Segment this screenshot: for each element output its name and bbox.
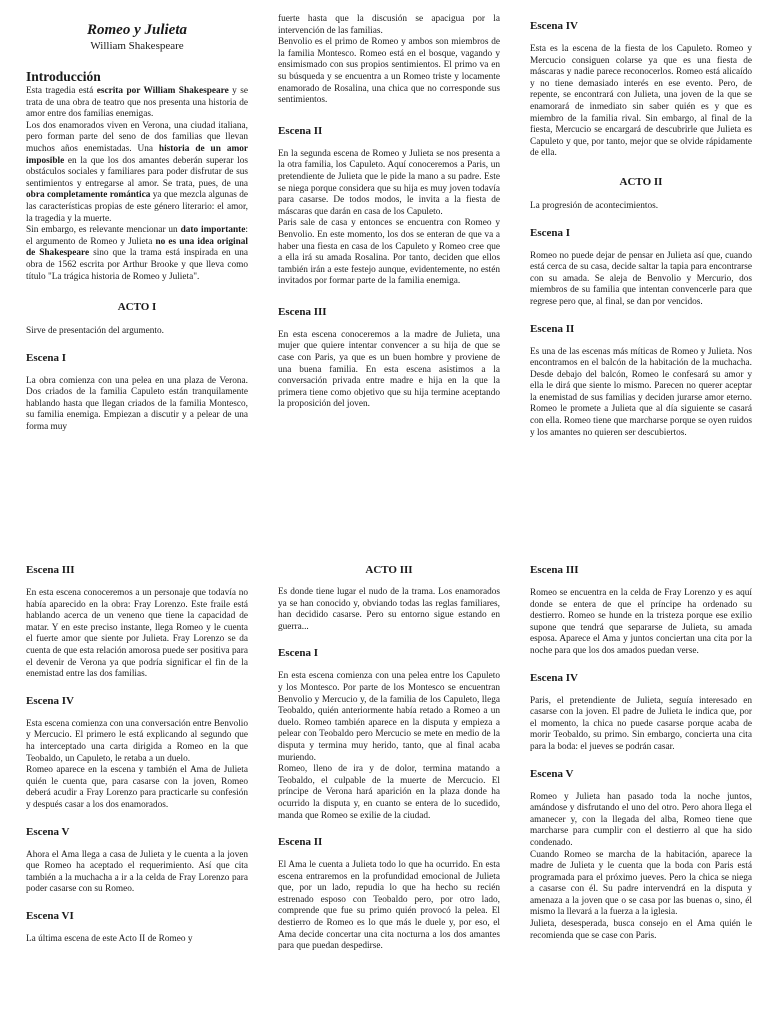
intro-paragraph-2: Los dos enamorados viven en Verona, una ciudad italiana, pero forman parte del seno de dos familias que llevan muchos años enemistadas. Una historia de un amor imposible en la que los dos amantes deberán superar los obstáculos sociales y familiares para poder disfrutar de sus sentimientos y entregarse al amor. Se trata, pues, de una obra completamente romántica ya que mezcla algunas de las características propias de este género literario: el amor, la tragedia y la muerte. <box>26 120 248 224</box>
acto-1-escena-2-heading: Escena II <box>278 124 323 137</box>
acto-3-escena-2-text: El Ama le cuenta a Julieta todo lo que ha ocurrido. En esta escena entraremos en la profundidad emocional de Julieta que, por un lado, repudia lo que ha hecho su recién estrenado esposo con Teobaldo pero, por otro lado, comprende que fue su primo quién provocó la pelea. El destierro de Romeo es lo que más le duele y, por eso, el Ama decide concertar una cita nocturna a los dos amantes para que puedan despedirse. <box>278 860 500 952</box>
acto-2-summary: La progresión de acontecimientos. <box>530 200 659 211</box>
acto-2-escena-5-heading: Escena V <box>26 825 70 838</box>
column-1-top <box>26 22 248 522</box>
acto-1-heading: ACTO I <box>117 301 157 314</box>
acto-1-summary: Sirve de presentación del argumento. <box>26 326 164 337</box>
intro-heading: Introducción <box>26 69 101 84</box>
acto-3-escena-3-heading: Escena III <box>530 564 579 576</box>
acto-2-escena-4-text: Esta escena comienza con una conversación entre Benvolio y Mercucio. El primero le está explicando al segundo que ha interceptado una carta dirigida a Romeo en la que Teobaldo, un Capuleto, le retaba a un duelo. Romeo aparece en la escena y también el Ama de Julieta quién le cuenta que, para casarse con la joven, Romeo deberá acudir a Fray Lorenzo para practicarle su confesión y después casar a los dos enamorados. <box>26 718 248 810</box>
acto-3-escena-5-text: Romeo y Julieta han pasado toda la noche juntos, amándose y disfrutando el uno del otro. Pero ahora llega el amanecer y, con la llegada del alba, Romeo tiene que marcharse para cumplir con el destierro al que ha sido condenado. Cuando Romeo se marcha de la habitación, aparece la madre de Julieta y le cuenta que la boda con Paris está programada para el próximo jueves. Pero la chica se niega a casarse con él. Su padre intervendrá en la disputa y amenaza a la joven que o se casa por las buenas o, sino, él mismo la llevará a la fuerza a la iglesia. Julieta, desesperada, busca consejo en el Ama quién le recomienda que se case con Paris. <box>530 791 752 941</box>
acto-2-escena-4-heading: Escena IV <box>26 694 74 707</box>
acto-2-escena-1-heading: Escena I <box>530 226 571 239</box>
acto-3-escena-1-heading: Escena I <box>278 647 319 660</box>
acto-2-heading: ACTO II <box>619 175 663 188</box>
acto-3-escena-3-text: Romeo se encuentra en la celda de Fray Lorenzo y es aquí donde se entera de que el príncipe ha ordenado su destierro. Romeo se hunde en la tristeza porque ese exilio supone que tendrá que separarse de Julieta, su amada esposa. Aparece el Ama y juntos conciertan una cita por la noche para que los dos amados puedan verse. <box>530 588 752 656</box>
acto-3-escena-1-text: En esta escena comienza con una pelea entre los Capuleto y los Montesco. Por parte de los Montesco se encuentran Benvolio y Mercucio y, de la familia de los Capuleto, llega Teobaldo, quién anteriormente había retado a Romeo a un duelo. Romeo también aparece en la disputa y empieza a pelear con Teobaldo pero Mercucio se mete en medio de la disputa y termina muy herido, tanto, que al final acaba muriendo. Romeo, lleno de ira y de dolor, termina matando a Teobaldo, el culpable de la muerte de Mercucio. El príncipe de Verona hará aparición en la plaza donde ha ocurrido la disputa y, en cuanto se entera de lo sucedido, manda que Romeo se exilie de la ciudad. <box>278 671 500 821</box>
column-2-bottom <box>278 560 500 1024</box>
acto-1-escena-4-text: Esta es la escena de la fiesta de los Capuleto. Romeo y Mercucio consiguen colarse ya que es una fiesta de máscaras y nadie parece reconocerlos. Romeo está alicaído y no tiene demasiado interés en ese evento. Pero, de repente, se encontrará con Julieta, una joven de la que se enamorará de inmediato sin saber quién es y que es miembro de la familia rival. Sin embargo, al final de la fiesta, Mercucio se encargará de descubrirle que Julieta es Capuleto y que, por tanto, mejor que se olvide rápidamente de ella. <box>530 44 752 159</box>
acto-2-escena-2-heading: Escena II <box>530 322 575 335</box>
column-2-top <box>278 14 500 514</box>
document-author: William Shakespeare <box>90 40 184 52</box>
column-3-bottom <box>530 560 752 1024</box>
acto-3-escena-5-heading: Escena V <box>530 767 574 780</box>
acto-1-escena-2-text: En la segunda escena de Romeo y Julieta se nos presenta a la otra familia, los Capuleto. Aquí conoceremos a Paris, un pretendiente de Julieta que le pide la mano a su padre. Este se niega porque considera que su hija es muy joven todavía para casarse. De todos modos, le invita a la fiesta de máscaras que darán en casa de los Capuleto. Paris sale de casa y entonces se encuentra con Romeo y Benvolio. En este momento, los dos se enteran de que va a haber una fiesta en casa de los Capuleto y Romeo cree que a ella irá su amada Rosalina. Por tanto, deciden que ellos también irán a este festejo aunque, evidentemente, no estén invitados por formar parte de la familia enemiga. <box>278 148 500 287</box>
acto-2-escena-5-text: Ahora el Ama llega a casa de Julieta y le cuenta a la joven que Romeo ha aceptado el requerimiento. Así que cita también a la muchacha a ir a la celda de Fray Lorenzo para poder casarse con su Romeo. <box>26 849 248 895</box>
document-title: Romeo y Julieta <box>87 22 187 38</box>
acto-2-escena-6-text: La última escena de este Acto II de Romeo y <box>26 933 193 944</box>
acto-3-heading: ACTO III <box>365 564 413 576</box>
acto-3-escena-4-text: Paris, el pretendiente de Julieta, seguía interesado en casarse con la joven. El padre de Julieta le indica que, por el momento, la chica no puede casarse porque acaba de morir Teobaldo, su primo. Sin embargo, concierta una cita para la boda: el jueves se podrán casar. <box>530 695 752 752</box>
acto-1-escena-3-text: En esta escena conoceremos a la madre de Julieta, una mujer que quiere intentar convencer a su hija de que se case con Paris, ya que es un buen hombre y proviene de una buena familia. En esta escena asistimos a la conversación privada entre madre e hija en la que la primera tiene como objetivo que su hija termine aceptando la proposición del joven. <box>278 329 500 410</box>
acto-1-escena-1-heading: Escena I <box>26 351 67 364</box>
column-3-top <box>530 14 752 514</box>
acto-2-escena-3-text: En esta escena conoceremos a un personaje que todavía no había aparecido en la obra: Fray Lorenzo. Este fraile está hablando acerca de un veneno que tiene la capacidad de matar. Y en este preciso instante, llega Romeo y le cuenta el fuerte amor que siente por Julieta. Fray Lorenzo se da cuenta de que esta relación amorosa puede ser positiva para el devenir de Verona ya que podría significar el fin de la enemistad entre las dos familias. <box>26 588 248 680</box>
acto-2-escena-2-text: Es una de las escenas más míticas de Romeo y Julieta. Nos encontramos en el balcón de la habitación de la muchacha. Desde debajo del balcón, Romeo le confesará su amor y ella le dirá que siente lo mismo. Parecen no querer aceptar la enemistad de sus familias y deciden jurarse amor eterno. Romeo le promete a Julieta que al día siguiente se casará con ella. Romeo tiene que marcharse porque se oyen ruidos y los amantes no quieren ser descubiertos. <box>530 346 752 438</box>
acto-1-escena-4-heading: Escena IV <box>530 20 578 32</box>
column-1-bottom <box>26 560 248 1024</box>
acto-2-escena-1-text: Romeo no puede dejar de pensar en Julieta así que, cuando está cerca de su casa, decide saltar la tapia para encontrarse con su amada. Se aleja de Benvolio y Mercurio, dos miembros de su familia que intentan convencerle para que regrese pero que, al final, se dan por vencidos. <box>530 250 752 307</box>
acto-2-escena-3-heading: Escena III <box>26 564 75 576</box>
acto-2-escena-6-heading: Escena VI <box>26 909 74 922</box>
acto-1-escena-1-text: La obra comienza con una pelea en una plaza de Verona. Dos criados de la familia Capuleto están tranquilamente hablando hasta que llegan criados de la familia Montesco, su familia enemiga. Empiezan a discutir y a pelear de una forma muy <box>26 375 248 433</box>
intro-paragraph-1: Esta tragedia está escrita por William Shakespeare y se trata de una obra de teatro que nos presenta una historia de amor entre dos familias enemigas. <box>26 86 248 120</box>
acto-3-summary: Es donde tiene lugar el nudo de la trama. Los enamorados ya se han conocido y, obviando todas las reglas familiares, han decidido casarse. Pero su entorno sigue estando en guerra... <box>278 587 500 632</box>
acto-3-escena-2-heading: Escena II <box>278 836 323 849</box>
acto-1-escena-1-continued: fuerte hasta que la discusión se apacigua por la intervención de las familias. Benvolio es el primo de Romeo y ambos son miembros de la familia Montesco. Romeo está en el bosque, vagando y ensimismado con sus propios sentimientos. El primo va en su búsqueda y se encuentra a un Romeo triste y locamente enamorado de Rosalina, una chica que no corresponde sus sentimientos. <box>278 14 500 106</box>
acto-1-escena-3-heading: Escena III <box>278 305 327 318</box>
acto-3-escena-4-heading: Escena IV <box>530 671 578 684</box>
intro-paragraph-3: Sin embargo, es relevante mencionar un dato importante: el argumento de Romeo y Julieta no es una idea original de Shakespeare sino que la trama está inspirada en una obra de 1562 escrita por Arthur Brooke y que lleva como título "La trágica historia de Romeo y Julieta". <box>26 225 248 282</box>
